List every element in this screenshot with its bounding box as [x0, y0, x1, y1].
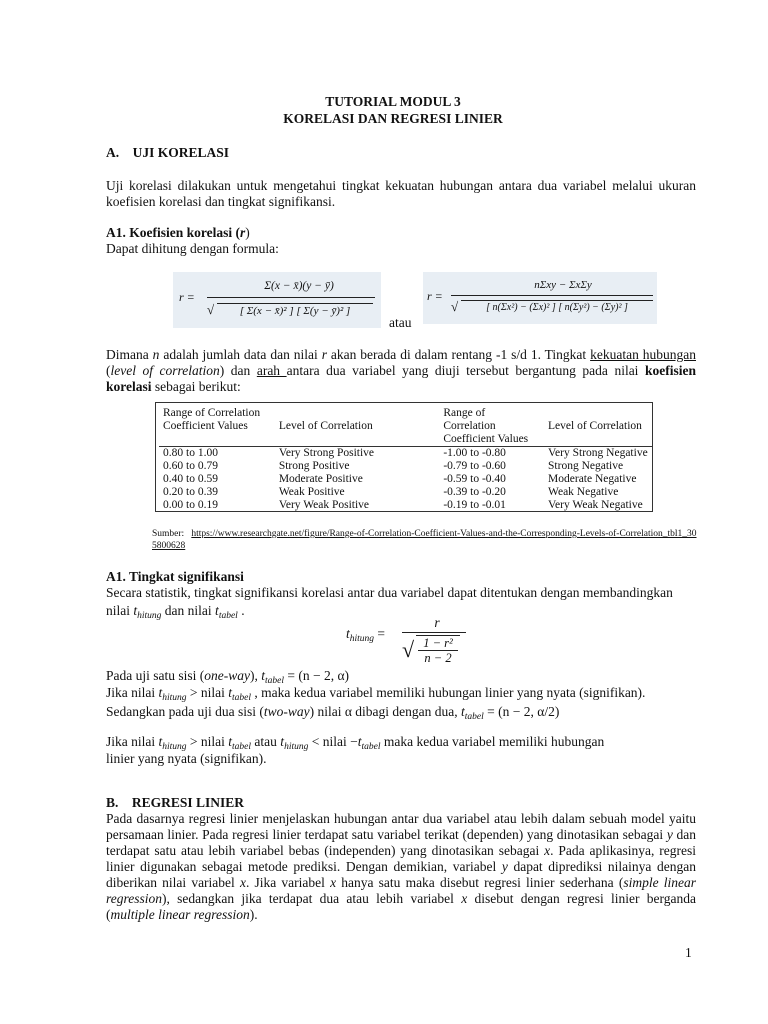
- desc-text-1: Dimana: [106, 347, 153, 362]
- desc-text-7: sebagai berikut:: [151, 379, 241, 394]
- table-source: [152, 528, 698, 552]
- table-cell: Very Weak Positive: [278, 499, 370, 511]
- table-cell: Strong Positive: [278, 460, 350, 472]
- significance-text-1: Secara statistik, tingkat signifikansi korelasi antar dua variabel dapat ditentukan dengan membandingkan: [106, 585, 673, 600]
- significance-heading: A1. Tingkat signifikansi: [106, 569, 244, 584]
- table-cell: Moderate Negative: [548, 473, 637, 485]
- formula3-fraction-bar: [402, 632, 466, 633]
- t-hitung-sub: hitung: [137, 611, 162, 621]
- desc-text-2: adalah jumlah data dan nilai: [159, 347, 322, 362]
- doc-title-line1: TUTORIAL MODUL 3: [325, 94, 461, 109]
- table-cell: 0.80 to 1.00: [163, 447, 218, 459]
- a1-heading-var: r: [240, 225, 246, 240]
- formula2-numerator: nΣxy − ΣxΣy: [534, 279, 592, 291]
- desc-koefisien-korelasi: koefisien korelasi: [106, 363, 696, 394]
- table-cell: Very Strong Positive: [278, 447, 375, 459]
- desc-var-r: r: [321, 347, 327, 362]
- table-cell: -0.59 to -0.40: [443, 473, 506, 485]
- intro-paragraph: Uji korelasi dilakukan untuk mengetahui tingkat kekuatan hubungan antara dua variabel melalui ukuran koefisien korelasi dan tingkat signifikansi.: [106, 178, 696, 209]
- table-row: [159, 447, 652, 461]
- table-row: [159, 473, 652, 486]
- table-cell: -1.00 to -0.80: [443, 447, 506, 459]
- desc-var-n: n: [152, 347, 160, 362]
- table-header-cell: Level of Correlation: [275, 407, 440, 447]
- sig-text-2a: nilai: [106, 603, 134, 618]
- table-cell: Very Strong Negative: [548, 447, 648, 459]
- source-link[interactable]: https://www.researchgate.net/figure/Range-of-Correlation-Coefficient-Values-and-the-Corresponding-Levels-of-Correlation_tbl1_305800628: [152, 529, 697, 551]
- formula3-inner-num: 1 − r²: [416, 635, 460, 650]
- one-way-line: Pada uji satu sisi (one-way), $t_{tabel} = (n - 2$, α): [106, 668, 350, 686]
- desc-level-of-correlation: level of correlation: [110, 363, 220, 378]
- desc-text-3: akan berada di dalam rentang -1 s/d 1. Tingkat: [326, 347, 591, 362]
- atau-text: atau: [389, 315, 412, 330]
- table-cell: Very Weak Negative: [548, 499, 643, 511]
- sig-text-2b: dan nilai: [161, 603, 216, 618]
- table-cell: -0.19 to -0.01: [443, 499, 506, 511]
- jika-1-line: Jika nilai $t_{hitung}$ > nilai $t_{tabel}$ , maka kedua variabel memiliki hubungan linier yang nyata (signifikan).: [106, 685, 646, 703]
- formula1-numerator: Σ(x − x̄)(y − ȳ): [264, 280, 334, 292]
- desc-arah: arah: [256, 363, 287, 378]
- formula1-denominator: [ Σ(x − x̄)² ] [ Σ(y − ȳ)² ]: [217, 303, 373, 317]
- t-hitung-var: t: [133, 603, 138, 618]
- t-hitung-formula: [346, 615, 466, 671]
- table-cell: 0.60 to 0.79: [163, 460, 218, 472]
- a1-heading-text: A1. Koefisien korelasi (: [106, 225, 240, 240]
- table-header-cell: Level of Correlation: [544, 407, 652, 447]
- formula1-sqrt-symbol: √: [207, 302, 215, 317]
- sig-text-2c: .: [237, 603, 245, 618]
- desc-text-6: antara dua variabel yang diuji tersebut bergantung pada nilai: [286, 363, 645, 378]
- table-header-cell: Range of Correlation Coefficient Values: [159, 407, 275, 447]
- desc-text-4: (: [106, 363, 111, 378]
- formula-box-2: [423, 272, 657, 324]
- table-cell: Weak Negative: [548, 486, 619, 498]
- table-row: [159, 460, 652, 473]
- table-cell: Strong Negative: [548, 460, 624, 472]
- formula3-numerator: r: [434, 615, 440, 630]
- regression-paragraph: Pada dasarnya regresi linier menjelaskan hubungan antar dua variabel atau lebih dalam sebuah model yaitu persamaan linier. Pada regresi linier terdapat satu variabel terikat (dependen) yang dinotasikan sebagai y dan terdapat satu atau lebih variabel bebas (independen) yang dinotasikan sebagai x. Pada aplikasinya, regresi linier digunakan sebagai metode prediksi. Dengan demikian, variabel y dapat diprediksi nilainya dengan diberikan nilai variabel x. Jika variabel x hanya satu maka disebut regresi linier sederhana (simple linear regression), sedangkan jika terdapat dua atau lebih variabel x disebut dengan regresi linier berganda (multiple linear regression).: [106, 811, 697, 922]
- table-header-row: [159, 407, 652, 447]
- desc-kekuatan: kekuatan hubungan: [590, 347, 696, 362]
- a1-heading: [106, 225, 250, 241]
- table-cell: 0.00 to 0.19: [163, 499, 218, 511]
- t-tabel-var: t: [215, 603, 219, 618]
- section-a-heading: A. UJI KORELASI: [106, 145, 230, 160]
- jika-2-line-2: linier yang nyata (signifikan).: [106, 751, 267, 766]
- formula2-lhs: r =: [427, 289, 443, 303]
- table-cell: -0.79 to -0.60: [443, 460, 506, 472]
- formula3-sqrt-symbol: √: [402, 637, 415, 662]
- a1-heading-end: ): [245, 225, 250, 240]
- table-cell: Moderate Positive: [278, 473, 363, 485]
- correlation-description: [106, 347, 696, 395]
- table-cell: 0.20 to 0.39: [163, 486, 218, 498]
- t-tabel-sub: tabel: [218, 611, 238, 621]
- source-label: Sumber:: [152, 529, 185, 539]
- two-way-line: Sedangkan pada uji dua sisi (two-way) nilai α dibagi dengan dua, $t_{tabel} = (n - 2$, α/2): [106, 704, 560, 722]
- table-header-cell: Range of Correlation Coefficient Values: [439, 407, 544, 447]
- section-b-heading: B. REGRESI LINIER: [106, 795, 245, 810]
- table-cell: Weak Positive: [278, 486, 345, 498]
- formula2-denominator: [ n(Σx²) − (Σx)² ] [ n(Σy²) − (Σy)² ]: [461, 300, 653, 313]
- formula-box-1: [173, 272, 381, 328]
- significance-text-2: [106, 603, 245, 621]
- correlation-table: [159, 407, 652, 512]
- table-cell: -0.39 to -0.20: [443, 486, 506, 498]
- formula2-sqrt-symbol: √: [451, 299, 459, 314]
- table-cell: 0.40 to 0.59: [163, 473, 218, 485]
- page-number: 1: [685, 945, 692, 960]
- table-row: [159, 486, 652, 499]
- a1-text: Dapat dihitung dengan formula:: [106, 241, 279, 256]
- formula2-fraction-bar: [451, 295, 653, 296]
- desc-text-5: ) dan: [219, 363, 257, 378]
- doc-title-line2: KORELASI DAN REGRESI LINIER: [283, 111, 503, 126]
- formula3-lhs: $t_{hitung}$ =: [346, 626, 386, 644]
- jika-2-line: Jika nilai $t_{hitung}$ > nilai $t_{tabel}$ atau $t_{hitung}$ < nilai $-t_{tabel}$ maka kedua variabel memiliki hubungan: [106, 734, 605, 752]
- correlation-table-box: [155, 402, 653, 512]
- formula1-lhs: r =: [179, 290, 195, 304]
- formula1-fraction-bar: [207, 297, 375, 298]
- formula3-inner-den: n − 2: [424, 651, 452, 665]
- table-row: [159, 499, 652, 512]
